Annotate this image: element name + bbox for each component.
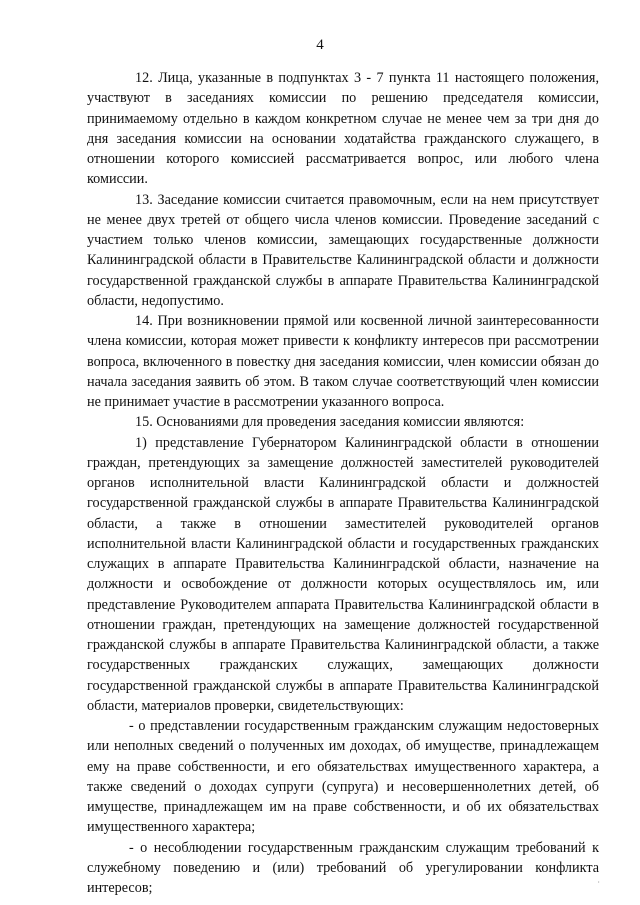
dash-item-conduct-requirements: - о несоблюдении государственным гражданским служащим требований к служебному поведению и (или) требований об урегулировании конфликта интересов; xyxy=(87,839,599,896)
page-number: 4 xyxy=(316,37,324,53)
paragraph-12: 12. Лица, указанные в подпунктах 3 - 7 пункта 11 настоящего положения, участвуют в заседаниях комиссии по решению председателя комиссии, принимаемому отдельно в каждом конкретном случае не менее чем за три дня до дня заседания комиссии на основании ходатайства гражданского служащего, в отношении которого комиссией рассматривается вопрос, или любого члена комиссии. xyxy=(87,70,599,188)
paragraph-15: 15. Основаниями для проведения заседания комиссии являются: xyxy=(135,414,525,431)
dash-item-false-information: - о представлении государственным гражданским служащим недостоверных или неполных сведений о полученных им доходах, об имуществе, принадлежащем ему на праве собственности, и его обязательствах имущественного характера, а также сведений о доходах супруги (супруга) и несовершеннолетних детей, об имуществе, принадлежащем им на праве собственности, и об их обязательствах имущественного характера; xyxy=(87,718,599,836)
scan-mark: · xyxy=(597,878,600,887)
paragraph-14: 14. При возникновении прямой или косвенной личной заинтересованности члена комиссии, которая может привести к конфликту интересов при рассмотрении вопроса, включенного в повестку дня заседания комиссии, член комиссии обязан до начала заседания заявить об этом. В таком случае соответствующий член комиссии не принимает участие в рассмотрении указанного вопроса. xyxy=(87,313,599,410)
document-body xyxy=(87,68,599,898)
subparagraph-1: 1) представление Губернатором Калининградской области в отношении граждан, претендующих за замещение должностей заместителей руководителей органов исполнительной власти Калининградской области и должностей государственной гражданской службы в аппарате Правительства Калининградской области, а также в отношении заместителей руководителей органов исполнительной власти Калининградской области и государственных гражданских служащих в аппарате Правительства Калининградской области, назначение на должности и освобождение от должности которых осуществлялось им, или представление Руководителем аппарата Правительства Калининградской области в отношении граждан, претендующих на замещение должностей государственной гражданской службы в аппарате Правительства Калининградской области, а также государственных гражданских служащих, замещающих должности государственной гражданской службы в аппарате Правительства Калининградской области, материалов проверки, свидетельствующих: xyxy=(87,434,599,714)
paragraph-13: 13. Заседание комиссии считается правомочным, если на нем присутствует не менее двух третей от общего числа членов комиссии. Проведение заседаний с участием только членов комиссии, замещающих государственные должности Калининградской области в Правительстве Калининградской области и должности государственной гражданской службы в аппарате Правительства Калининградской области, недопустимо. xyxy=(87,191,599,309)
